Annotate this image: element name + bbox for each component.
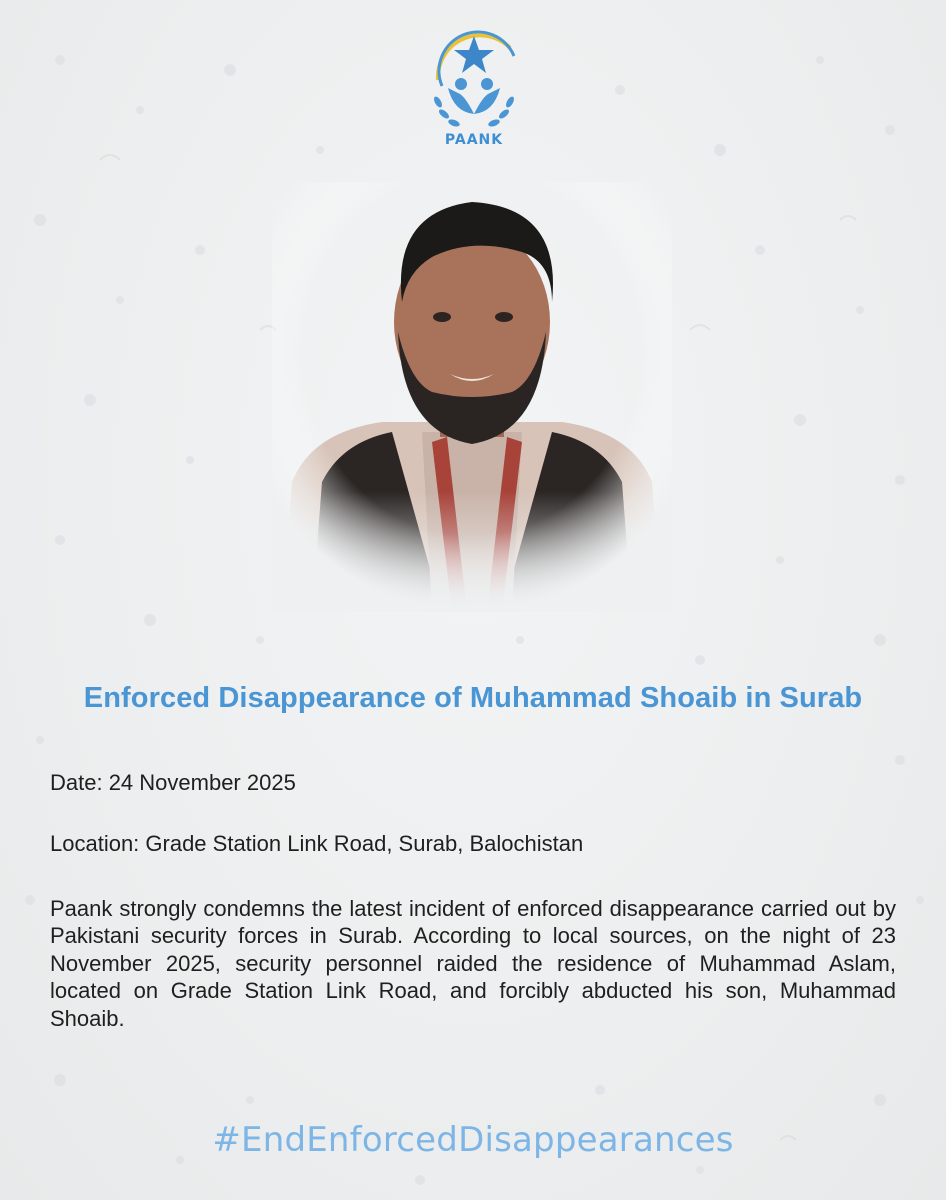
- portrait-photo: [272, 182, 672, 612]
- date-line: Date: 24 November 2025: [50, 770, 296, 795]
- location-line: Location: Grade Station Link Road, Surab, Balochistan: [50, 831, 584, 856]
- hashtag-text: #EndEnforcedDisappearances: [212, 1120, 734, 1160]
- statement-paragraph: Paank strongly condemns the latest incident of enforced disappearance carried out by Pakistani security forces in Surab. According to local sources, on the night of 23 November 2025, security personnel raided the residence of Muhammad Aslam, located on Grade Station Link Road, and forcibly abducted his son, Muhammad Shoaib.: [50, 896, 896, 1031]
- page-title: Enforced Disappearance of Muhammad Shoaib in Surab: [83, 682, 863, 714]
- logo-wordmark: PAANK: [444, 132, 504, 148]
